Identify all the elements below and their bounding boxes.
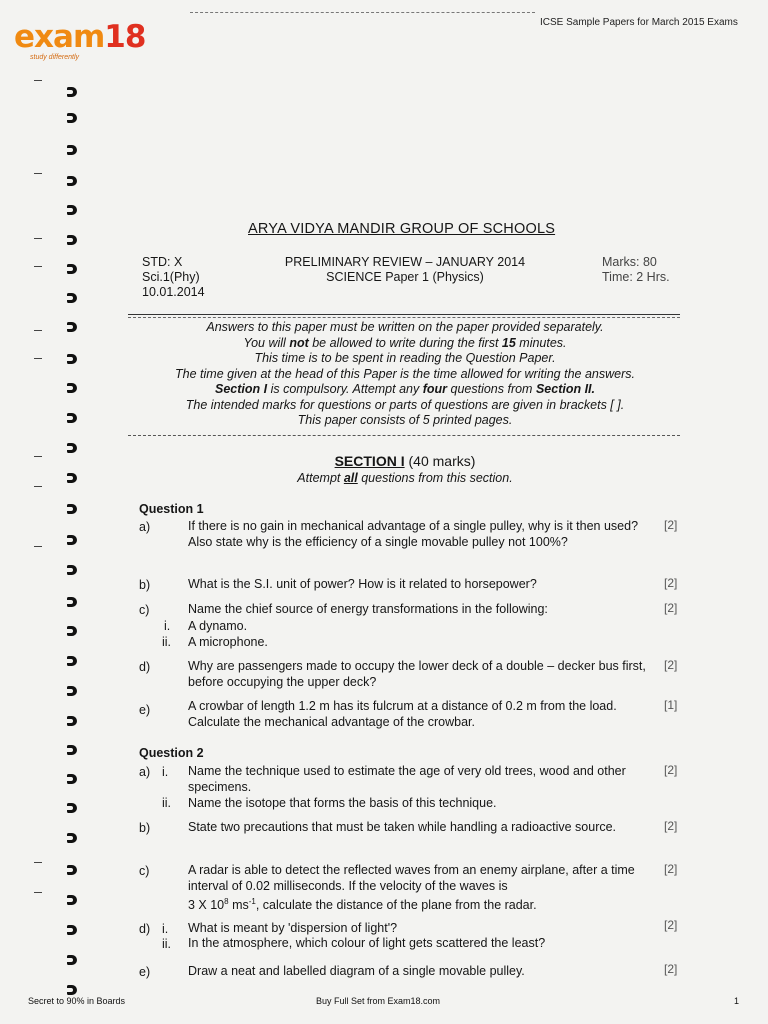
q1a-text: If there is no gain in mechanical advantage of a single pulley, why is it then used? Also state why is the efficiency of a single movable pulley not 100%? (188, 519, 639, 549)
q2d-marks: [2] (664, 918, 678, 932)
q2e-text: Draw a neat and labelled diagram of a single movable pulley. (188, 964, 525, 978)
q2e-marks: [2] (664, 962, 678, 976)
q1e-text: A crowbar of length 1.2 m has its fulcrum at a distance of 0.2 m from the load. Calculate the mechanical advantage of the crowbar. (188, 699, 617, 729)
q1c-i-label: i. (164, 619, 171, 633)
series-title: ICSE Sample Papers for March 2015 Exams (540, 17, 738, 28)
header-rule-top-2 (128, 317, 680, 318)
q1c-ii-label: ii. (162, 635, 172, 649)
q1c-marks: [2] (664, 601, 678, 615)
q1e-marks: [1] (664, 698, 678, 712)
q1d-label: d) (139, 660, 151, 674)
header-rule-top (128, 314, 680, 315)
exam-title: PRELIMINARY REVIEW – JANUARY 2014 SCIENCE Paper 1 (Physics) (284, 255, 526, 284)
exam18-logo: exam18 (14, 19, 146, 55)
q2d-ii-label: ii. (162, 937, 172, 951)
q1c-ii-text: A microphone. (188, 635, 268, 649)
header-rule-bottom (128, 435, 680, 436)
q1e-label: e) (139, 703, 151, 717)
q1c-text: Name the chief source of energy transformations in the following: (188, 602, 548, 616)
q2a-ii-label: ii. (162, 796, 172, 810)
question-2-title: Question 2 (139, 746, 204, 760)
q1c-label: c) (139, 603, 150, 617)
footer-center: Buy Full Set from Exam18.com (316, 996, 441, 1006)
footer-left: Secret to 90% in Boards (28, 996, 126, 1006)
logo-tagline: study differently (30, 54, 80, 61)
q2c-label: c) (139, 864, 150, 878)
page-number: 1 (734, 996, 740, 1006)
q1b-label: b) (139, 578, 151, 592)
q2b-text: State two precautions that must be taken while handling a radioactive source. (188, 820, 617, 834)
q1b-marks: [2] (664, 576, 678, 590)
q2b-marks: [2] (664, 819, 678, 833)
q2a-marks: [2] (664, 763, 678, 777)
q2d-i-label: i. (162, 922, 169, 936)
q1a-label: a) (139, 520, 151, 534)
q2a-ii-text: Name the isotope that forms the basis of this technique. (188, 796, 497, 810)
section-instruction: Attempt all questions from this section. (297, 471, 513, 485)
q2a-i-text: Name the technique used to estimate the age of very old trees, wood and other specimens. (188, 764, 626, 794)
q2d-ii-text: In the atmosphere, which colour of light gets scattered the least? (188, 936, 546, 950)
q1a-marks: [2] (664, 518, 678, 532)
school-name: ARYA VIDYA MANDIR GROUP OF SCHOOLS (248, 221, 556, 237)
q2a-label: a) (139, 765, 151, 779)
class-info: STD: X Sci.1(Phy) 10.01.2014 (142, 255, 205, 299)
section-title: SECTION I (40 marks) (334, 453, 476, 469)
q2d-i-text: What is meant by 'dispersion of light'? (188, 921, 398, 935)
q2c-marks: [2] (664, 862, 678, 876)
top-divider (190, 12, 535, 13)
q2c-text: A radar is able to detect the reflected waves from an enemy airplane, after a time interval of 0.02 milliseconds. If the velocity of the waves is 3 X $10^8$ $ms^{-1}$, calculate the distance of the plane from the radar. (188, 863, 635, 913)
q1d-marks: [2] (664, 658, 678, 672)
marks-time: Marks: 80 Time: 2 Hrs. (602, 255, 670, 284)
q2d-label: d) (139, 922, 151, 936)
q1d-text: Why are passengers made to occupy the lower deck of a double – decker bus first, before occupying the upper deck? (188, 659, 646, 689)
q2a-i-label: i. (162, 765, 169, 779)
q2e-label: e) (139, 965, 151, 979)
q1c-i-text: A dynamo. (188, 619, 248, 633)
q2b-label: b) (139, 821, 151, 835)
q1b-text: What is the S.I. unit of power? How is it related to horsepower? (188, 577, 537, 591)
instructions: Answers to this paper must be written on the paper provided separately. You will not be allowed to write during the first 15 minutes. This time is to be spent in reading the Question Paper. The time given at the head of this Paper is the time allowed for writing the answers. Section I is compulsory. Attempt any four questions from Section II. The intended marks for questions or parts of questions are given in brackets [ ]. This paper consists of 5 printed pages. (175, 320, 635, 427)
question-1-title: Question 1 (139, 502, 204, 516)
